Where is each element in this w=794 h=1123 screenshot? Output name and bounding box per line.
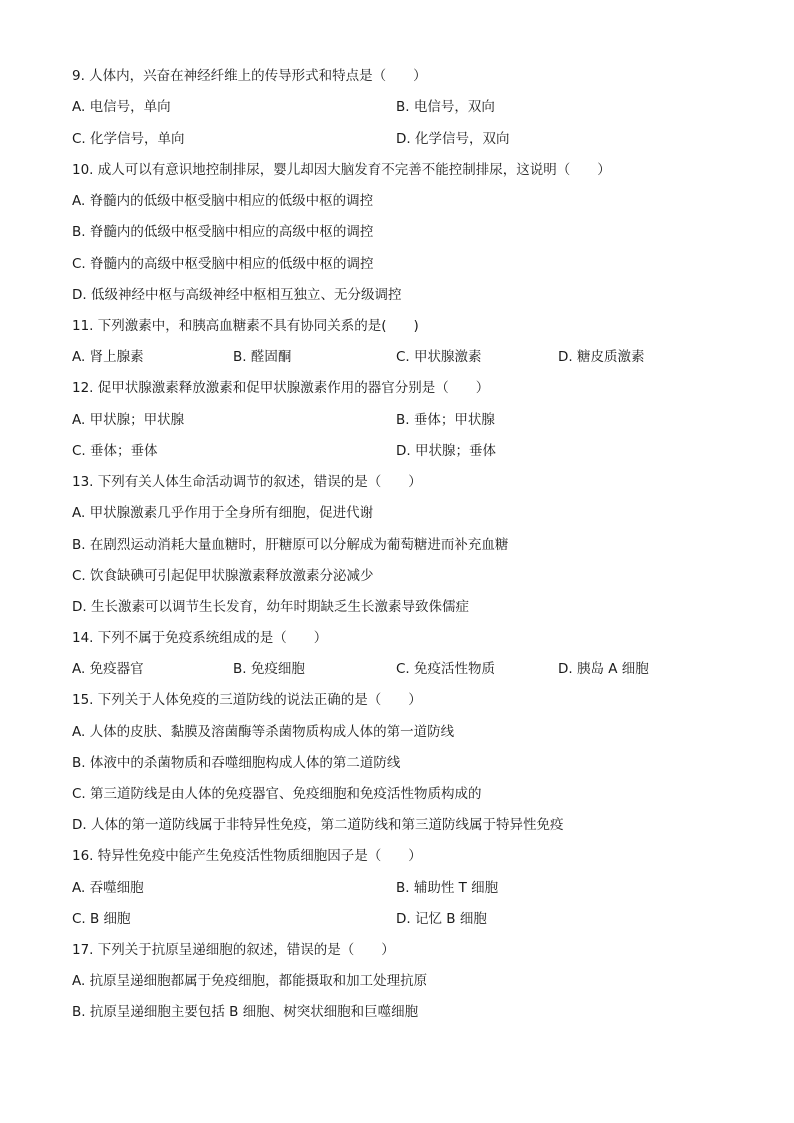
question-10-option-c: C. 脊髓内的高级中枢受脑中相应的低级中枢的调控: [72, 256, 374, 272]
question-17-option-b: B. 抗原呈递细胞主要包括 B 细胞、树突状细胞和巨噬细胞: [72, 1004, 419, 1020]
question-13-stem: 13. 下列有关人体生命活动调节的叙述，错误的是（ ）: [72, 474, 422, 490]
question-14-option-d: D. 胰岛 A 细胞: [558, 661, 649, 677]
question-15-option-a: A. 人体的皮肤、黏膜及溶菌酶等杀菌物质构成人体的第一道防线: [72, 724, 455, 740]
question-14-stem: 14. 下列不属于免疫系统组成的是（ ）: [72, 630, 328, 646]
question-10-option-b: B. 脊髓内的低级中枢受脑中相应的高级中枢的调控: [72, 224, 374, 240]
question-12-stem: 12. 促甲状腺激素释放激素和促甲状腺激素作用的器官分别是（ ）: [72, 380, 490, 396]
question-15-option-c: C. 第三道防线是由人体的免疫器官、免疫细胞和免疫活性物质构成的: [72, 786, 482, 802]
question-12-option-d: D. 甲状腺；垂体: [396, 443, 496, 459]
question-16-option-d: D. 记忆 B 细胞: [396, 911, 487, 927]
question-17-stem: 17. 下列关于抗原呈递细胞的叙述，错误的是（ ）: [72, 942, 395, 958]
question-9-stem: 9. 人体内，兴奋在神经纤维上的传导形式和特点是（ ）: [72, 68, 427, 84]
question-12-option-a: A. 甲状腺；甲状腺: [72, 412, 185, 428]
question-14-option-c: C. 免疫活性物质: [396, 661, 496, 677]
question-13-option-b: B. 在剧烈运动消耗大量血糖时，肝糖原可以分解成为葡萄糖进而补充血糖: [72, 537, 509, 553]
question-13-option-d: D. 生长激素可以调节生长发育，幼年时期缺乏生长激素导致侏儒症: [72, 599, 469, 615]
question-16-option-a: A. 吞噬细胞: [72, 880, 144, 896]
question-9-option-d: D. 化学信号，双向: [396, 131, 510, 147]
question-9-option-b: B. 电信号，双向: [396, 99, 495, 115]
question-10-stem: 10. 成人可以有意识地控制排尿，婴儿却因大脑发育不完善不能控制排尿，这说明（ ）: [72, 162, 611, 178]
question-11-option-b: B. 醛固酮: [233, 349, 292, 365]
question-15-option-d: D. 人体的第一道防线属于非特异性免疫，第二道防线和第三道防线属于特异性免疫: [72, 817, 564, 833]
question-17-option-a: A. 抗原呈递细胞都属于免疫细胞，都能摄取和加工处理抗原: [72, 973, 428, 989]
question-15-stem: 15. 下列关于人体免疫的三道防线的说法正确的是（ ）: [72, 692, 422, 708]
question-12-option-b: B. 垂体；甲状腺: [396, 412, 495, 428]
question-11-option-c: C. 甲状腺激素: [396, 349, 482, 365]
question-13-option-a: A. 甲状腺激素几乎作用于全身所有细胞，促进代谢: [72, 505, 374, 521]
question-9-option-a: A. 电信号，单向: [72, 99, 171, 115]
question-10-option-d: D. 低级神经中枢与高级神经中枢相互独立、无分级调控: [72, 287, 402, 303]
question-16-stem: 16. 特异性免疫中能产生免疫活性物质细胞因子是（ ）: [72, 848, 422, 864]
question-9-option-c: C. 化学信号，单向: [72, 131, 185, 147]
question-16-option-b: B. 辅助性 T 细胞: [396, 880, 499, 896]
question-11-option-d: D. 糖皮质激素: [558, 349, 645, 365]
question-11-option-a: A. 肾上腺素: [72, 349, 144, 365]
question-14-option-a: A. 免疫器官: [72, 661, 144, 677]
question-12-option-c: C. 垂体；垂体: [72, 443, 158, 459]
question-11-stem: 11. 下列激素中，和胰高血糖素不具有协同关系的是( ): [72, 318, 419, 334]
question-10-option-a: A. 脊髓内的低级中枢受脑中相应的低级中枢的调控: [72, 193, 374, 209]
question-13-option-c: C. 饮食缺碘可引起促甲状腺激素释放激素分泌减少: [72, 568, 374, 584]
question-16-option-c: C. B 细胞: [72, 911, 131, 927]
question-14-option-b: B. 免疫细胞: [233, 661, 305, 677]
question-15-option-b: B. 体液中的杀菌物质和吞噬细胞构成人体的第二道防线: [72, 755, 401, 771]
